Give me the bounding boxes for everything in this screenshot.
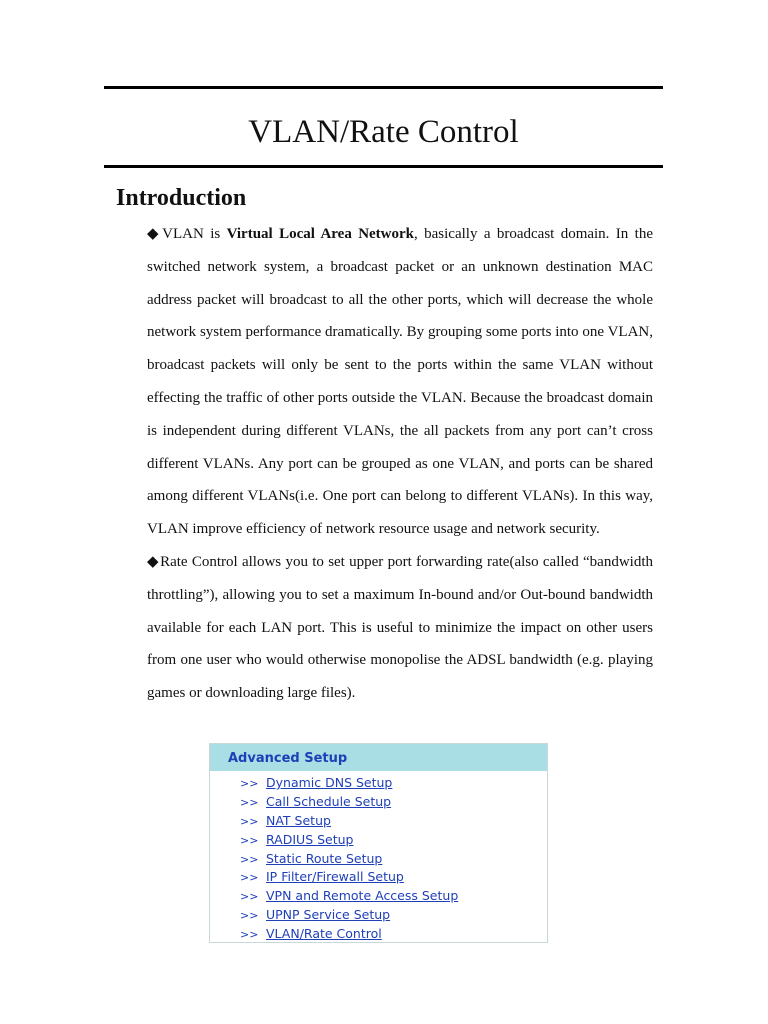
menu-arrow-icon: >>	[240, 890, 259, 904]
rate-control-paragraph-text: Rate Control allows you to set upper port forwarding rate(also called “bandwidth throttling”), allowing you to set a maximum In-bound and/or Out-bound bandwidth available for each LAN port. This is useful to minimize the impact on other users from one user who would otherwise monopolise the ADSL bandwidth (e.g. playing games or downloading large files).	[147, 553, 653, 702]
vlan-paragraph-lead: VLAN is	[162, 226, 227, 242]
menu-header: Advanced Setup	[210, 744, 547, 771]
menu-arrow-icon: >>	[240, 833, 259, 847]
link-ip-filter-firewall-setup[interactable]: IP Filter/Firewall Setup	[266, 869, 404, 885]
link-call-schedule-setup[interactable]: Call Schedule Setup	[266, 793, 392, 809]
menu-arrow-icon: >>	[240, 777, 259, 790]
link-radius-setup[interactable]: RADIUS Setup	[266, 831, 354, 847]
top-rule	[104, 86, 663, 89]
link-vpn-remote-access-setup[interactable]: VPN and Remote Access Setup	[266, 888, 459, 904]
link-dynamic-dns-setup[interactable]: Dynamic DNS Setup	[266, 775, 393, 790]
link-upnp-service-setup[interactable]: UPNP Service Setup	[266, 907, 391, 923]
link-nat-setup[interactable]: NAT Setup	[266, 812, 331, 828]
menu-item-call-schedule	[210, 792, 547, 811]
menu-item-vpn	[210, 886, 547, 905]
menu-arrow-icon: >>	[240, 795, 259, 809]
link-static-route-setup[interactable]: Static Route Setup	[266, 850, 383, 866]
menu-arrow-icon: >>	[240, 909, 259, 923]
advanced-setup-menu	[209, 743, 548, 943]
bullet-diamond-icon: ◆	[147, 553, 160, 570]
menu-item-ip-filter	[210, 867, 547, 886]
menu-item-nat	[210, 811, 547, 830]
menu-item-static-route	[210, 849, 547, 868]
menu-arrow-icon: >>	[240, 871, 259, 885]
rate-control-paragraph	[147, 546, 653, 710]
menu-list	[210, 771, 547, 943]
menu-item-dynamic-dns	[210, 773, 547, 792]
menu-item-upnp	[210, 905, 547, 924]
bullet-diamond-icon: ◆	[147, 226, 162, 242]
vlan-paragraph	[147, 218, 653, 546]
link-vlan-rate-control[interactable]: VLAN/Rate Control	[266, 926, 382, 942]
menu-arrow-icon: >>	[240, 852, 259, 866]
bottom-rule	[104, 165, 663, 168]
menu-item-vlan-rate	[210, 924, 547, 943]
body-text	[147, 218, 653, 710]
menu-arrow-icon: >>	[240, 814, 259, 828]
vlan-paragraph-text: , basically a broadcast domain. In the switched network system, a broadcast packet or an unknown destination MAC address packet will broadcast to all the other ports, which will decrease the whole network system performance dramatically. By grouping some ports into one VLAN, broadcast packets will only be sent to the ports within the same VLAN without effecting the traffic of other ports outside the VLAN. Because the broadcast domain is independent during different VLANs, the all packets from any port can’t cross different VLANs. Any port can be grouped as one VLAN, and ports can be shared among different VLANs(i.e. One port can belong to different VLANs). In this way, VLAN improve efficiency of network resource usage and network security.	[147, 226, 653, 538]
menu-arrow-icon: >>	[240, 928, 259, 942]
section-heading: Introduction	[116, 185, 247, 211]
menu-item-radius	[210, 830, 547, 849]
vlan-term: Virtual Local Area Network	[226, 226, 415, 242]
page-title: VLAN/Rate Control	[248, 114, 519, 150]
